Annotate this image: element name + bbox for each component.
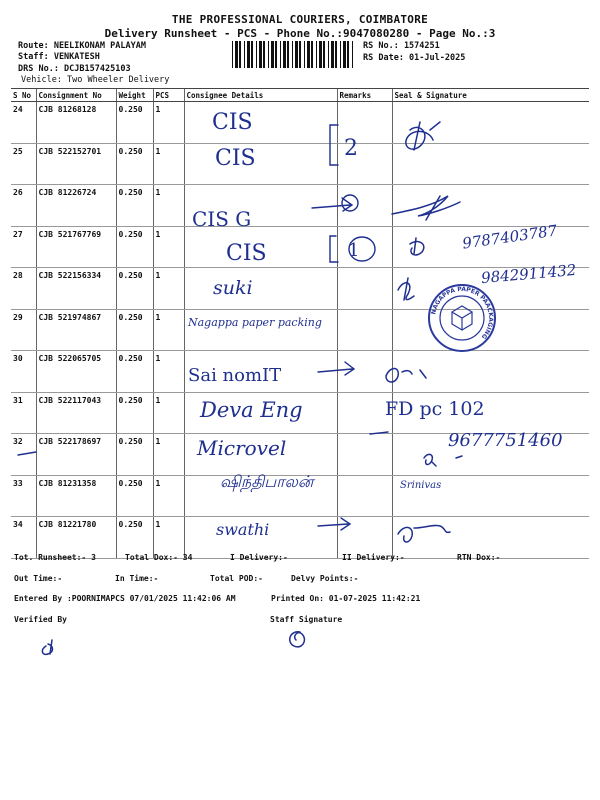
- cell-weight: 0.250: [116, 392, 153, 434]
- handwritten-fd-31: FD pc 102: [385, 398, 485, 420]
- cell-sno: 24: [11, 102, 36, 144]
- signature-staff: [290, 632, 305, 647]
- col-pcs: PCS: [153, 89, 184, 102]
- cell-sno: 31: [11, 392, 36, 434]
- cell-pcs: 1: [153, 309, 184, 351]
- cell-pcs: 1: [153, 102, 184, 144]
- cell-consignment: CJB 521974867: [36, 309, 116, 351]
- signature-24: [406, 122, 440, 150]
- handwritten-consignee-31: Deva Eng: [200, 398, 303, 422]
- handwritten-phone-27: 9787403787: [461, 221, 559, 253]
- cell-pcs: 1: [153, 268, 184, 310]
- col-sno: S No: [11, 89, 36, 102]
- arrow-30: [318, 362, 354, 375]
- in-time: In Time:-: [115, 574, 159, 583]
- cell-pcs: 1: [153, 392, 184, 434]
- stamp-text: NAGAPPA PAPER PAACKAGING: [430, 285, 495, 341]
- out-time: Out Time:-: [14, 574, 63, 583]
- delivery-points: Delvy Points:-: [291, 574, 359, 583]
- cell-weight: 0.250: [116, 102, 153, 144]
- cell-weight: 0.250: [116, 226, 153, 268]
- cell-consignment: CJB 521767769: [36, 226, 116, 268]
- cell-pcs: 1: [153, 517, 184, 559]
- cell-pcs: 1: [153, 475, 184, 517]
- cell-consignment: CJB 522156334: [36, 268, 116, 310]
- handwritten-consignee-24: CIS: [212, 110, 253, 135]
- staff-signature-label: Staff Signature: [270, 615, 343, 624]
- remark-bracket-27: [330, 236, 338, 262]
- cell-sno: 28: [11, 268, 36, 310]
- company-title: THE PROFESSIONAL COURIERS, COIMBATORE: [171, 13, 429, 26]
- col-weight: Weight: [116, 89, 153, 102]
- handwritten-consignee-33: ஷிந்திபாலன்: [220, 472, 314, 491]
- rtn-dox: RTN Dox:-: [457, 553, 501, 562]
- ii-delivery: II Delivery:-: [342, 553, 405, 562]
- cell-consignment: CJB 522178697: [36, 434, 116, 476]
- rs-date-label: RS Date: 01-Jul-2025: [363, 53, 466, 63]
- signature-26: [392, 196, 460, 220]
- drs-label: DRS No.: DCJB157425103: [18, 64, 131, 74]
- printed-on: Printed On: 01-07-2025 11:42:21: [271, 594, 421, 603]
- cell-pcs: 1: [153, 226, 184, 268]
- cell-pcs: 1: [153, 351, 184, 393]
- cell-weight: 0.250: [116, 475, 153, 517]
- col-consignee: Consignee Details: [184, 89, 337, 102]
- cell-sno: 33: [11, 475, 36, 517]
- staff-label: Staff: VENKATESH: [18, 52, 100, 62]
- handwritten-consignee-27: CIS: [226, 241, 267, 266]
- cell-consignment: CJB 81221780: [36, 517, 116, 559]
- cell-sno: 34: [11, 517, 36, 559]
- cell-consignment: CJB 522117043: [36, 392, 116, 434]
- total-pod: Total POD:-: [210, 574, 263, 583]
- cell-pcs: 1: [153, 143, 184, 185]
- cell-weight: 0.250: [116, 517, 153, 559]
- vehicle-label: Vehicle: Two Wheeler Delivery: [21, 75, 170, 85]
- cell-weight: 0.250: [116, 351, 153, 393]
- cell-weight: 0.250: [116, 268, 153, 310]
- signature-30: [386, 369, 426, 383]
- route-label: Route: NEELIKONAM PALAYAM: [18, 41, 146, 51]
- cell-consignment: CJB 81226724: [36, 185, 116, 227]
- cell-sno: 25: [11, 143, 36, 185]
- total-runsheet: Tot. Runsheet:- 3: [14, 553, 96, 562]
- signature-27: [410, 238, 424, 255]
- handwritten-phone-28: 9842911432: [480, 260, 578, 288]
- verified-by: Verified By: [14, 615, 67, 624]
- handwritten-remark-25: 2: [344, 136, 358, 161]
- stroke-r32-end: [456, 456, 462, 458]
- cell-consignment: CJB 522065705: [36, 351, 116, 393]
- stroke-32-left: [18, 452, 36, 455]
- cell-sno: 26: [11, 185, 36, 227]
- cell-consignment: CJB 81268128: [36, 102, 116, 144]
- cell-sno: 29: [11, 309, 36, 351]
- rs-no-label: RS No.: 1574251: [363, 41, 440, 51]
- cell-weight: 0.250: [116, 309, 153, 351]
- cell-weight: 0.250: [116, 434, 153, 476]
- col-seal: Seal & Signature: [392, 89, 589, 102]
- remark-circle-27: [349, 237, 375, 261]
- cell-pcs: 1: [153, 185, 184, 227]
- cell-sno: 32: [11, 434, 36, 476]
- col-remarks: Remarks: [337, 89, 392, 102]
- cell-sno: 30: [11, 351, 36, 393]
- remark-bracket-25: [330, 125, 338, 165]
- cell-weight: 0.250: [116, 185, 153, 227]
- cell-weight: 0.250: [116, 143, 153, 185]
- total-dox: Total Dox:- 34: [125, 553, 193, 562]
- signature-verified: [42, 640, 52, 654]
- handwritten-consignee-29: Nagappa paper packing: [188, 316, 322, 329]
- cell-consignment: CJB 522152701: [36, 143, 116, 185]
- entered-by: Entered By :POORNIMAPCS 07/01/2025 11:42:06 AM: [14, 594, 236, 603]
- signature-32: [424, 454, 436, 466]
- handwritten-remark-27: 1: [348, 240, 360, 261]
- handwritten-consignee-28: suki: [213, 277, 253, 299]
- signature-28: [398, 278, 414, 300]
- arrow-34: [318, 518, 350, 530]
- handwritten-consignee-25: CIS: [215, 146, 256, 171]
- signature-34: [398, 525, 450, 542]
- handwritten-consignee-26: CIS G: [192, 207, 252, 231]
- handwritten-consignee-34: swathi: [216, 520, 270, 539]
- runsheet-subtitle: Delivery Runsheet - PCS - Phone No.:9047080280 - Page No.:3: [104, 27, 496, 40]
- company-stamp: [429, 285, 495, 351]
- cell-consignment: CJB 81231358: [36, 475, 116, 517]
- arrow-32: [370, 432, 388, 434]
- i-delivery: I Delivery:-: [230, 553, 288, 562]
- handwritten-sig-33: Srinivas: [400, 480, 442, 491]
- handwritten-phone-32: 9677751460: [448, 430, 563, 451]
- cell-pcs: 1: [153, 434, 184, 476]
- cell-sno: 27: [11, 226, 36, 268]
- handwritten-consignee-30: Sai nomIT: [188, 365, 282, 386]
- handwritten-consignee-32: Microvel: [197, 436, 287, 460]
- remark-arrow-26: [312, 198, 352, 211]
- col-consignment: Consignment No: [36, 89, 116, 102]
